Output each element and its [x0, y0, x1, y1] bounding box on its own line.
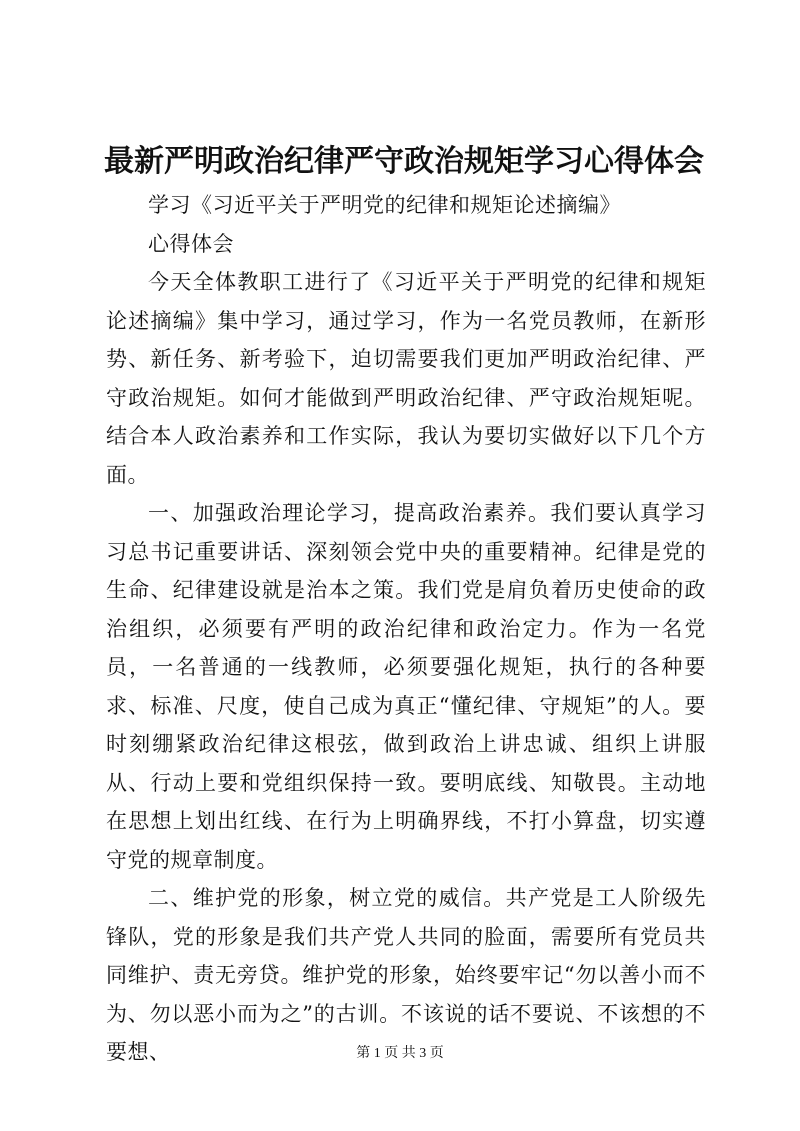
- document-body: [106, 186, 706, 1072]
- page-number-footer: 第 1 页 共 3 页: [356, 1046, 444, 1061]
- paragraph-intro: 今天全体教职工进行了《习近平关于严明党的纪律和规矩论述摘编》集中学习，通过学习，作为一名党员教师，在新形势、新任务、新考验下，迫切需要我们更加严明政治纪律、严守政治规矩。如何才能做到严明政治纪律、严守政治规矩呢。结合本人政治素养和工作实际，我认为要切实做好以下几个方面。: [106, 270, 706, 487]
- paragraph-subtitle-1: 学习《习近平关于严明党的纪律和规矩论述摘编》: [148, 193, 621, 217]
- paragraph-subtitle-2: 心得体会: [148, 231, 234, 256]
- paragraph-point-one: 一、加强政治理论学习，提高政治素养。我们要认真学习习总书记重要讲话、深刻领会党中央的重要精神。纪律是党的生命、纪律建设就是治本之策。我们党是肩负着历史使命的政治组织，必须要有严明的政治纪律和政治定力。作为一名党员，一名普通的一线教师，必须要强化规矩，执行的各种要求、标准、尺度，使自己成为真正“懂纪律、守规矩”的人。要时刻绷紧政治纪律这根弦，做到政治上讲忠诚、组织上讲服从、行动上要和党组织保持一致。要明底线、知敬畏。主动地在思想上划出红线、在行为上明确界线，不打小算盘，切实遵守党的规章制度。: [106, 501, 706, 872]
- document-title: 最新严明政治纪律严守政治规矩学习心得体会: [104, 144, 704, 179]
- paragraph-point-two: 二、维护党的形象，树立党的威信。共产党是工人阶级先锋队，党的形象是我们共产党人共同的脸面，需要所有党员共同维护、责无旁贷。维护党的形象，始终要牢记“勿以善小而不为、勿以恶小而为之”的古训。不该说的话不要说、不该想的不要想、: [106, 886, 706, 1064]
